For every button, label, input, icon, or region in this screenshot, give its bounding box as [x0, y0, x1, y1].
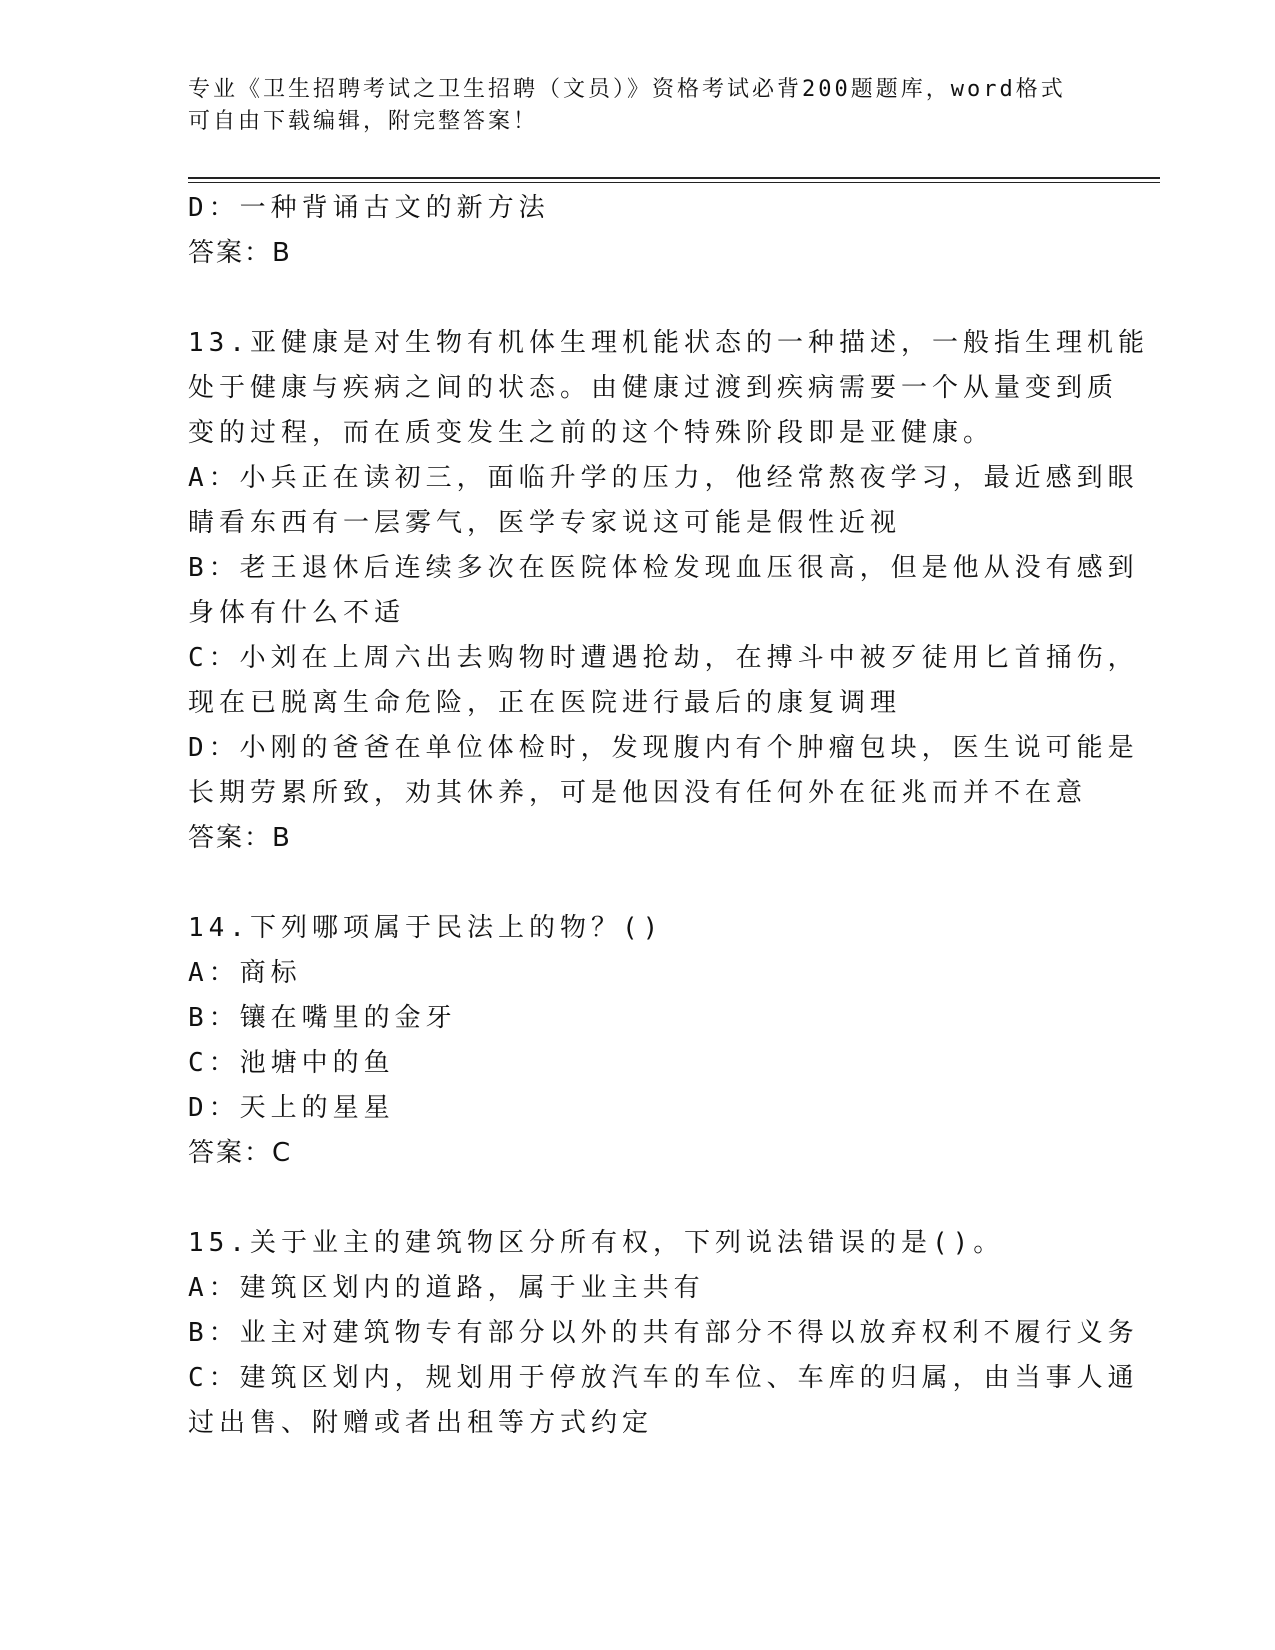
option-a: A：小兵正在读初三，面临升学的压力，他经常熬夜学习，最近感到眼 — [188, 463, 1139, 493]
option-c: C：池塘中的鱼 — [188, 1048, 395, 1078]
option-b: B：老王退休后连续多次在医院体检发现血压很高，但是他从没有感到 — [188, 553, 1139, 583]
option-d: D：天上的星星 — [188, 1093, 395, 1123]
option-b: B：镶在嘴里的金牙 — [188, 1003, 457, 1033]
option-c: C：小刘在上周六出去购物时遭遇抢劫，在搏斗中被歹徒用匕首捅伤， — [188, 643, 1139, 673]
question-stem: 处于健康与疾病之间的状态。由健康过渡到疾病需要一个从量变到质 — [188, 373, 1119, 403]
question-stem: 14.下列哪项属于民法上的物？() — [188, 913, 664, 943]
option-c: 现在已脱离生命危险，正在医院进行最后的康复调理 — [188, 688, 902, 718]
option-b: B：业主对建筑物专有部分以外的共有部分不得以放弃权利不履行义务 — [188, 1318, 1139, 1348]
header-title-line-2: 可自由下载编辑，附完整答案！ — [188, 109, 539, 134]
option-c: 过出售、附赠或者出租等方式约定 — [188, 1408, 654, 1438]
question-15 — [188, 1221, 1139, 1446]
spacer — [188, 276, 1088, 321]
header-title-line-1: 专业《卫生招聘考试之卫生招聘（文员）》资格考试必背200题题库，word格式 — [188, 77, 1066, 102]
document-header — [188, 74, 1088, 138]
question-13 — [188, 321, 1149, 861]
option-b: 身体有什么不适 — [188, 598, 406, 628]
option-a: 睛看东西有一层雾气，医学专家说这可能是假性近视 — [188, 508, 902, 538]
question-14 — [188, 906, 1088, 1176]
spacer — [188, 1176, 1088, 1221]
answer-line: 答案：B — [188, 238, 292, 268]
header-rule-thin — [188, 182, 1160, 183]
question-stem: 变的过程，而在质变发生之前的这个特殊阶段即是亚健康。 — [188, 418, 995, 448]
header-rule-thick — [188, 177, 1160, 179]
answer-line: 答案：C — [188, 1138, 293, 1168]
answer-line: 答案：B — [188, 823, 292, 853]
question-content — [188, 186, 1149, 1446]
option-a: A：建筑区划内的道路，属于业主共有 — [188, 1273, 705, 1303]
option-d: 长期劳累所致，劝其休养，可是他因没有任何外在征兆而并不在意 — [188, 778, 1088, 808]
question-stem: 15.关于业主的建筑物区分所有权，下列说法错误的是()。 — [188, 1228, 1005, 1258]
question-stem: 13.亚健康是对生物有机体生理机能状态的一种描述，一般指生理机能 — [188, 328, 1149, 358]
option-a: A：商标 — [188, 958, 302, 988]
option-c: C：建筑区划内，规划用于停放汽车的车位、车库的归属，由当事人通 — [188, 1363, 1139, 1393]
spacer — [188, 861, 1088, 906]
option-d: D：一种背诵古文的新方法 — [188, 193, 550, 223]
option-d: D：小刚的爸爸在单位体检时，发现腹内有个肿瘤包块，医生说可能是 — [188, 733, 1139, 763]
